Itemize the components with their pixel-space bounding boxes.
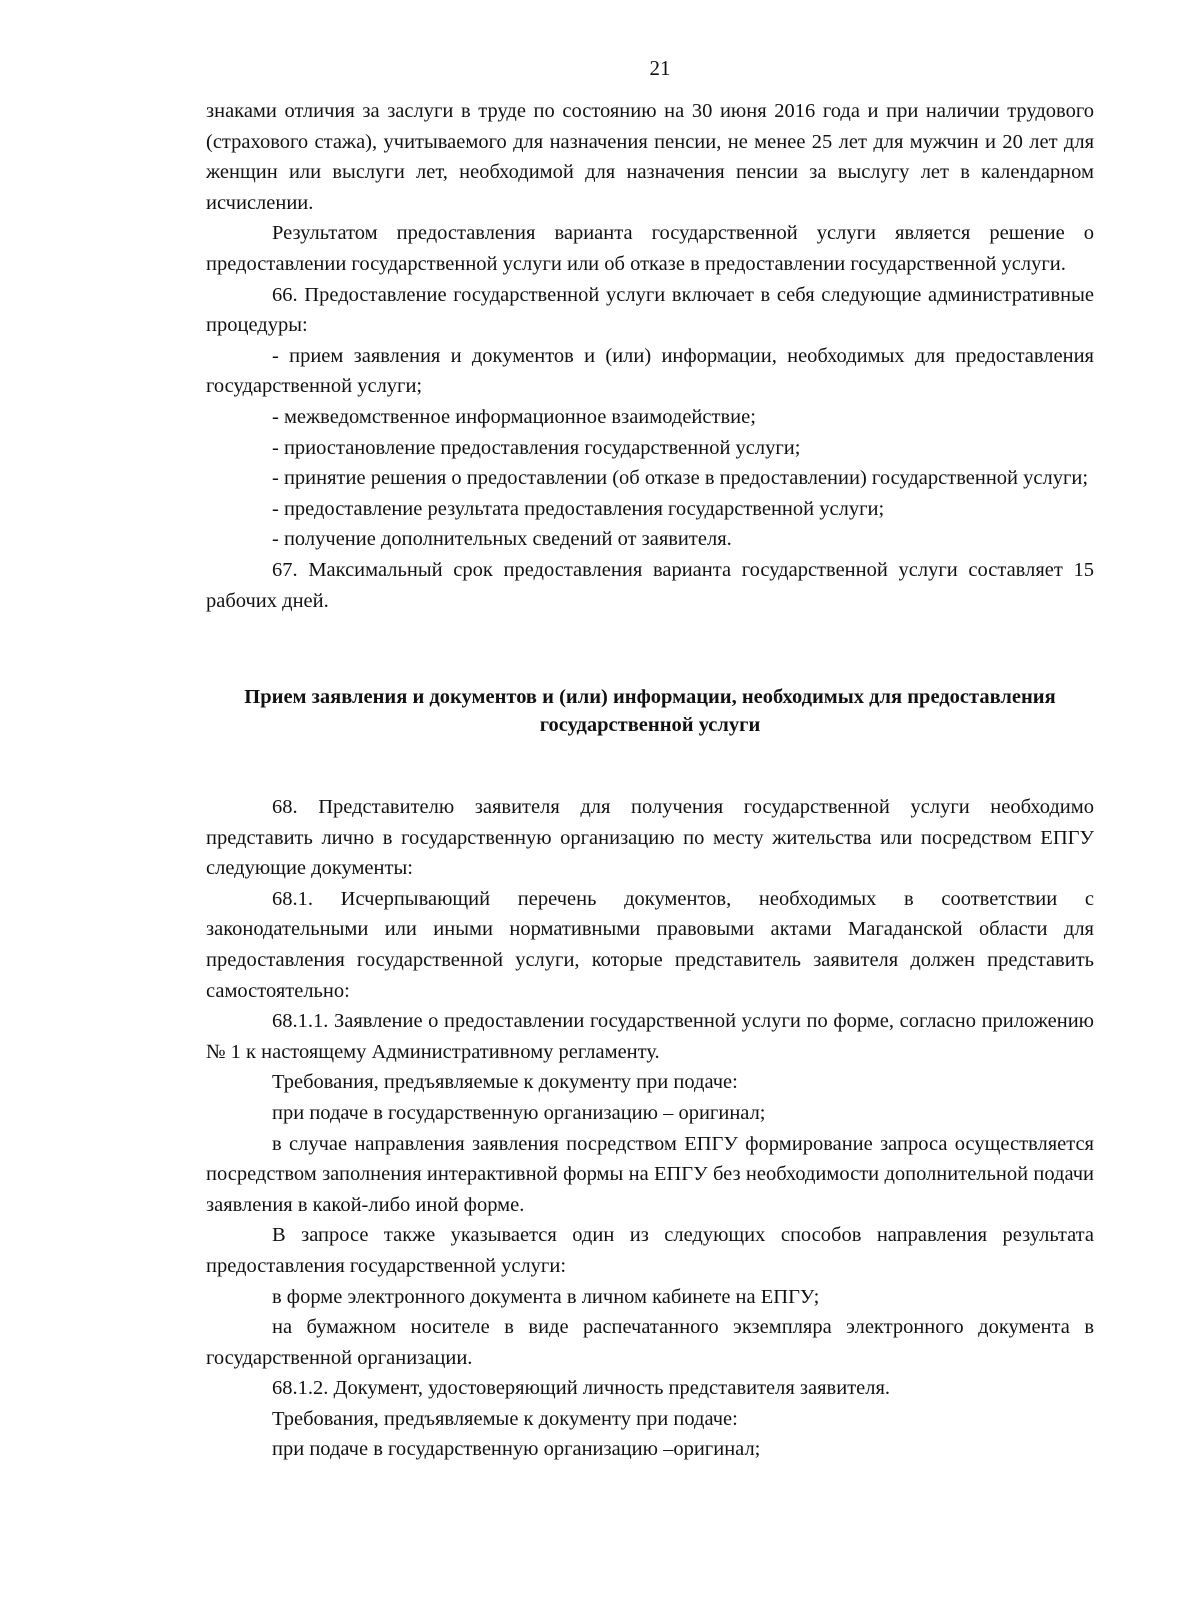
paragraph-68-1-2: 68.1.2. Документ, удостоверяющий личность представителя заявителя. <box>272 1377 891 1400</box>
list-item-procedure: - межведомственное информационное взаимодействие; <box>272 405 756 428</box>
paragraph-original: при подаче в государственную организацию –оригинал; <box>272 1438 761 1461</box>
paragraph-result: Результатом предоставления варианта государственной услуги является решение о предоставлении государственной услуги или об отказе в предоставлении государственной услуги. <box>206 222 1094 275</box>
paragraph-original: при подаче в государственную организацию – оригинал; <box>272 1101 766 1124</box>
paragraph-68-1-1: 68.1.1. Заявление о предоставлении государственной услуги по форме, согласно приложению № 1 к настоящему Административному регламенту. <box>206 1010 1094 1063</box>
list-item-procedure: - предоставление результата предоставления государственной услуги; <box>272 497 885 520</box>
paragraph-68: 68. Представителю заявителя для получения государственной услуги необходимо представить лично в государственную организацию по месту жительства или посредством ЕПГУ следующие документы: <box>206 796 1094 880</box>
paragraph-epgu-request: в случае направления заявления посредством ЕПГУ формирование запроса осуществляется посредством заполнения интерактивной формы на ЕПГУ без необходимости дополнительной подачи заявления в какой-либо иной форме. <box>206 1132 1094 1216</box>
list-item-procedure: - получение дополнительных сведений от заявителя. <box>272 528 732 551</box>
paragraph-result-methods: В запросе также указывается один из следующих способов направления результата предоставления государственной услуги: <box>206 1224 1094 1277</box>
text-block-documents <box>206 792 1094 1465</box>
list-item-procedure: - принятие решения о предоставлении (об отказе в предоставлении) государственной услуги; <box>272 467 1089 490</box>
paragraph-paper-form: на бумажном носителе в виде распечатанного экземпляра электронного документа в государственной организации. <box>206 1316 1094 1369</box>
list-item-procedure: - прием заявления и документов и (или) информации, необходимых для предоставления государственной услуги; <box>206 344 1094 398</box>
text-block-procedures <box>206 96 1094 616</box>
paragraph-electronic-form: в форме электронного документа в личном кабинете на ЕПГУ; <box>272 1285 820 1308</box>
paragraph-66: 66. Предоставление государственной услуги включает в себя следующие административные процедуры: <box>206 283 1094 337</box>
list-item-procedure: - приостановление предоставления государственной услуги; <box>272 436 801 459</box>
paragraph-68-1: 68.1. Исчерпывающий перечень документов, необходимых в соответствии с законодательными или иными нормативными правовыми актами Магаданской области для предоставления государственной услуги, которые представитель заявителя должен представить самостоятельно: <box>206 887 1094 1002</box>
paragraph-requirements: Требования, предъявляемые к документу при подаче: <box>272 1071 738 1094</box>
paragraph-requirements: Требования, предъявляемые к документу при подаче: <box>272 1407 738 1430</box>
page-number: 21 <box>649 56 671 80</box>
paragraph-67: 67. Максимальный срок предоставления варианта государственной услуги составляет 15 рабочих дней. <box>206 558 1094 612</box>
paragraph-continuation: знаками отличия за заслуги в труде по состоянию на 30 июня 2016 года и при наличии трудового (страхового стажа), учитываемого для назначения пенсии, не менее 25 лет для мужчин и 20 лет для женщин или выслуги лет, необходимой для назначения пенсии за выслугу лет в календарном исчислении. <box>206 100 1094 214</box>
section-heading: Прием заявления и документов и (или) информации, необходимых для предоставления государственной услуги <box>244 686 1056 736</box>
